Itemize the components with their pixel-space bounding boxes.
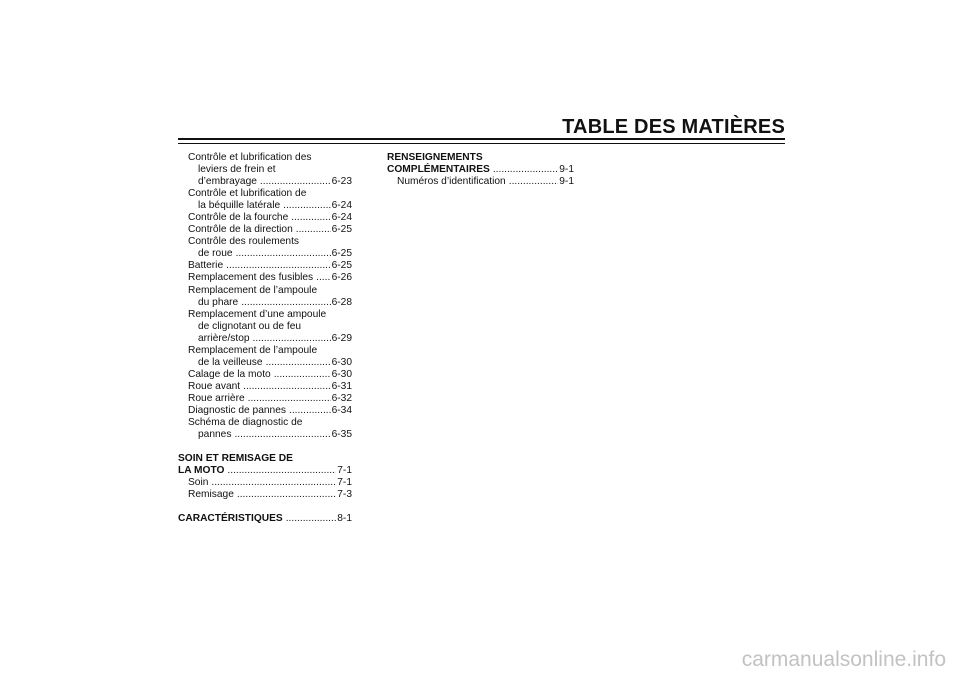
toc-entry[interactable]: Remplacement de l’ampoule (188, 284, 318, 296)
toc-entry[interactable]: arrière/stop ..... 6-29 (178, 333, 352, 345)
toc-entry[interactable]: de roue ..... 6-25 (178, 248, 352, 260)
toc-entry[interactable]: Roue arrière ..... 6-32 (178, 393, 352, 405)
leader-dots (236, 248, 331, 260)
toc-entry[interactable]: du phare ..... 6-28 (178, 297, 352, 309)
page-number: 6-25 (331, 248, 352, 260)
leader-dots (241, 297, 330, 309)
leader-dots (286, 513, 337, 525)
page-number: 6-31 (331, 380, 352, 392)
page-number: 6-25 (331, 224, 352, 236)
page-number: 6-29 (331, 332, 352, 344)
toc-column-right (387, 152, 574, 188)
toc-entry[interactable]: la béquille latérale ..... 6-24 (178, 200, 352, 212)
page-title: TABLE DES MATIÈRES (562, 116, 785, 138)
page-number: 9-1 (559, 176, 574, 188)
title-rule-thin (178, 143, 785, 144)
toc-entry[interactable]: Diagnostic de pannes ..... 6-34 (178, 405, 352, 417)
page-number: 6-26 (331, 272, 352, 284)
leader-dots (274, 369, 331, 381)
toc-entry[interactable]: Remisage ..... 7-3 (178, 489, 352, 501)
page-number: 6-28 (331, 296, 352, 308)
toc-entry[interactable]: Remplacement des fusibles ..... 6-26 (178, 272, 352, 284)
leader-dots (316, 272, 330, 284)
toc-entry[interactable]: Contrôle des roulements (188, 236, 299, 248)
spacer (178, 441, 352, 453)
page-number: 6-30 (331, 356, 352, 368)
page-number: 7-1 (337, 477, 352, 489)
toc-section[interactable]: RENSEIGNEMENTS (387, 152, 483, 163)
page-number: 8-1 (337, 513, 352, 525)
leader-dots (211, 477, 336, 489)
toc-entry[interactable]: Contrôle et lubrification des (188, 152, 312, 163)
page-number: 7-1 (337, 465, 352, 477)
toc-entry[interactable]: Numéros d’identification ..... 9-1 (387, 176, 574, 188)
toc-entry[interactable]: Remplacement d’une ampoule (188, 308, 327, 320)
page-number: 6-24 (331, 200, 352, 212)
toc-entry[interactable]: Schéma de diagnostic de (188, 417, 303, 429)
leader-dots (253, 333, 331, 345)
leader-dots (291, 212, 330, 224)
page-number: 6-24 (331, 212, 352, 224)
page-number: 6-30 (331, 368, 352, 380)
spacer (178, 501, 352, 513)
watermark: carmanualsonline.info (741, 648, 946, 671)
leader-dots (237, 489, 336, 501)
leader-dots (289, 405, 331, 417)
leader-dots (509, 176, 559, 188)
toc-entry[interactable]: Batterie ..... 6-25 (178, 260, 352, 272)
toc-entry[interactable]: Contrôle de la direction ..... 6-25 (178, 224, 352, 236)
leader-dots (493, 164, 558, 176)
page-number: 9-1 (559, 164, 574, 176)
toc-section[interactable]: SOIN ET REMISAGE DE (178, 453, 293, 465)
toc-entry[interactable]: Remplacement de l’ampoule (188, 344, 318, 356)
leader-dots (266, 357, 331, 369)
toc-entry[interactable]: de clignotant ou de feu (198, 320, 302, 332)
toc-entry[interactable]: Soin ..... 7-1 (178, 477, 352, 489)
leader-dots (296, 224, 331, 236)
toc-section[interactable]: LA MOTO ..... 7-1 (178, 465, 352, 477)
page-number: 6-23 (331, 176, 352, 188)
toc-entry[interactable]: Calage de la moto ..... 6-30 (178, 369, 352, 381)
leader-dots (248, 393, 331, 405)
leader-dots (243, 381, 331, 393)
toc-entry[interactable]: Contrôle et lubrification de (188, 188, 307, 200)
leader-dots (226, 260, 331, 272)
page-number: 6-32 (331, 392, 352, 404)
toc-column-left (178, 152, 352, 525)
toc-entry[interactable]: Roue avant ..... 6-31 (178, 381, 352, 393)
leader-dots (234, 429, 330, 441)
toc-entry[interactable]: d’embrayage ..... 6-23 (178, 176, 352, 188)
toc-entry[interactable]: pannes ..... 6-35 (178, 429, 352, 441)
toc-entry[interactable]: de la veilleuse ..... 6-30 (178, 357, 352, 369)
leader-dots (260, 176, 331, 188)
toc-entry[interactable]: Contrôle de la fourche ..... 6-24 (178, 212, 352, 224)
toc-section[interactable]: CARACTÉRISTIQUES ..... 8-1 (178, 513, 352, 525)
leader-dots (227, 465, 336, 477)
page-number: 6-25 (331, 260, 352, 272)
title-rule-thick (178, 138, 785, 140)
page-number: 6-34 (331, 404, 352, 416)
page-number: 7-3 (337, 489, 352, 501)
page-number: 6-35 (331, 429, 352, 441)
toc-section[interactable]: COMPLÉMENTAIRES ..... 9-1 (387, 164, 574, 176)
leader-dots (283, 200, 330, 212)
toc-entry[interactable]: leviers de frein et (198, 164, 276, 176)
